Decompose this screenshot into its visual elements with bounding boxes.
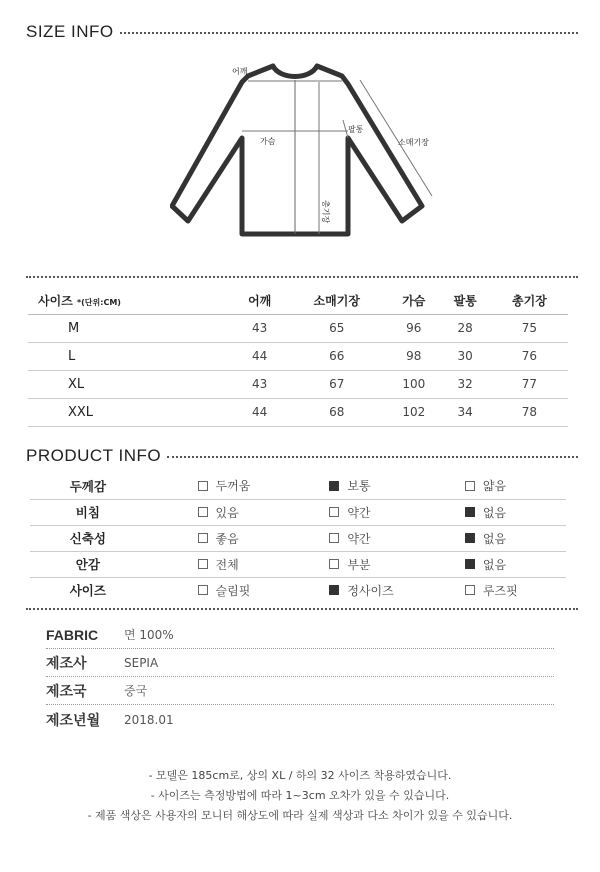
product-info-divider bbox=[167, 456, 578, 458]
size-info-heading bbox=[26, 22, 578, 42]
fabric-divider bbox=[26, 608, 578, 610]
option-label: 정사이즈 bbox=[347, 583, 394, 598]
table-row bbox=[28, 370, 568, 398]
option-cell bbox=[198, 551, 330, 577]
spacer bbox=[146, 499, 198, 525]
col-shoulder: 어깨 bbox=[234, 288, 285, 314]
size-table bbox=[28, 288, 568, 427]
checked-box-icon bbox=[465, 559, 475, 569]
fabric-key: FABRIC bbox=[46, 626, 99, 643]
option-label: 약간 bbox=[347, 505, 371, 520]
product-info-row bbox=[30, 499, 566, 525]
empty-box-icon bbox=[198, 533, 208, 543]
option-cell bbox=[198, 499, 330, 525]
option-label: 약간 bbox=[347, 531, 371, 546]
value-cell: 76 bbox=[491, 342, 568, 370]
empty-box-icon bbox=[198, 585, 208, 595]
spacer bbox=[146, 525, 198, 551]
size-info-title: SIZE INFO bbox=[26, 22, 114, 41]
option-label: 좋음 bbox=[215, 531, 239, 546]
fabric-value: 면 100% bbox=[124, 628, 174, 642]
value-cell: 34 bbox=[440, 398, 491, 426]
option-label: 슬림핏 bbox=[215, 583, 251, 598]
empty-box-icon bbox=[198, 481, 208, 491]
option-label: 얇음 bbox=[482, 479, 507, 494]
option-label: 부분 bbox=[347, 557, 371, 572]
garment-outline bbox=[172, 66, 422, 234]
value-cell: 44 bbox=[234, 342, 285, 370]
checked-box-icon bbox=[465, 533, 475, 543]
value-cell: 28 bbox=[440, 314, 491, 342]
product-info-label: 두께감 bbox=[30, 473, 146, 499]
checked-box-icon bbox=[329, 481, 339, 491]
label-chest: 가슴 bbox=[260, 137, 276, 146]
option bbox=[465, 556, 506, 573]
empty-box-icon bbox=[198, 507, 208, 517]
checked-box-icon bbox=[329, 585, 339, 595]
product-info-row bbox=[30, 473, 566, 499]
table-row bbox=[28, 342, 568, 370]
size-header-cell bbox=[28, 288, 234, 314]
option bbox=[329, 556, 370, 573]
value-cell: 75 bbox=[491, 314, 568, 342]
option-cell bbox=[329, 551, 465, 577]
value-cell: 96 bbox=[388, 314, 439, 342]
note-line: - 모델은 185cm로, 상의 XL / 하의 32 사이즈 착용하였습니다. bbox=[148, 769, 452, 782]
option-label: 있음 bbox=[215, 505, 239, 520]
option-cell bbox=[198, 577, 330, 603]
product-info-label: 신축성 bbox=[30, 525, 146, 551]
value-cell: 44 bbox=[234, 398, 285, 426]
option bbox=[465, 582, 518, 599]
size-cell: XL bbox=[28, 370, 234, 398]
value-cell: 100 bbox=[388, 370, 439, 398]
col-chest: 가슴 bbox=[388, 288, 439, 314]
size-header-unit: *(단위:CM) bbox=[76, 298, 121, 308]
option bbox=[198, 530, 239, 547]
date-key: 제조년월 bbox=[46, 712, 101, 728]
value-cell: 66 bbox=[285, 342, 388, 370]
value-cell: 67 bbox=[285, 370, 388, 398]
value-cell: 98 bbox=[388, 342, 439, 370]
empty-box-icon bbox=[329, 507, 339, 517]
option-label: 없음 bbox=[482, 531, 507, 546]
value-cell: 43 bbox=[234, 314, 285, 342]
product-info-row bbox=[30, 551, 566, 577]
label-sleeve: 소매기장 bbox=[398, 138, 429, 147]
product-info-title: PRODUCT INFO bbox=[26, 446, 162, 465]
option-cell bbox=[198, 525, 330, 551]
option-label: 없음 bbox=[482, 505, 507, 520]
manufacturer-value: SEPIA bbox=[124, 655, 159, 670]
value-cell: 43 bbox=[234, 370, 285, 398]
product-info-row bbox=[30, 525, 566, 551]
option-cell bbox=[465, 551, 566, 577]
manufacturer-row bbox=[46, 649, 554, 677]
product-info-label: 안감 bbox=[30, 551, 146, 577]
empty-box-icon bbox=[465, 585, 475, 595]
table-row bbox=[28, 398, 568, 426]
col-sleeve: 소매기장 bbox=[285, 288, 388, 314]
option bbox=[198, 477, 251, 494]
option bbox=[198, 582, 251, 599]
option-label: 루즈핏 bbox=[482, 583, 518, 598]
value-cell: 30 bbox=[440, 342, 491, 370]
product-info-heading bbox=[26, 446, 578, 466]
date-value: 2018.01 bbox=[124, 713, 174, 727]
empty-box-icon bbox=[329, 559, 339, 569]
col-arm: 팔통 bbox=[440, 288, 491, 314]
option-label: 없음 bbox=[482, 557, 507, 572]
option-cell bbox=[329, 473, 465, 499]
fabric-row bbox=[46, 621, 554, 649]
option bbox=[329, 582, 393, 599]
option-cell bbox=[329, 525, 465, 551]
option-cell bbox=[329, 499, 465, 525]
spacer bbox=[146, 577, 198, 603]
size-cell: M bbox=[28, 314, 234, 342]
option bbox=[465, 530, 506, 547]
manufacturer-key: 제조사 bbox=[46, 654, 87, 671]
size-header-label: 사이즈 bbox=[38, 294, 73, 309]
option bbox=[329, 477, 370, 494]
empty-box-icon bbox=[198, 559, 208, 569]
col-length: 총기장 bbox=[491, 288, 568, 314]
option bbox=[465, 477, 506, 494]
size-cell: XXL bbox=[28, 398, 234, 426]
product-info-label: 사이즈 bbox=[69, 583, 106, 599]
country-value: 중국 bbox=[124, 684, 148, 698]
spacer bbox=[146, 551, 198, 577]
option-label: 두꺼움 bbox=[215, 479, 251, 494]
date-row bbox=[46, 706, 554, 734]
value-cell: 68 bbox=[285, 398, 388, 426]
size-cell: L bbox=[28, 342, 234, 370]
value-cell: 77 bbox=[491, 370, 568, 398]
label-shoulder: 어깨 bbox=[232, 67, 248, 76]
size-table-divider bbox=[26, 276, 578, 278]
size-info-divider bbox=[120, 32, 578, 34]
option-cell bbox=[329, 577, 465, 603]
label-length: 총기장 bbox=[321, 200, 330, 224]
option bbox=[198, 504, 239, 521]
notes bbox=[0, 766, 600, 826]
empty-box-icon bbox=[465, 481, 475, 491]
size-table-header bbox=[28, 288, 568, 314]
option bbox=[198, 556, 239, 573]
value-cell: 65 bbox=[285, 314, 388, 342]
value-cell: 78 bbox=[491, 398, 568, 426]
option-label: 전체 bbox=[215, 557, 239, 572]
value-cell: 32 bbox=[440, 370, 491, 398]
product-info-table bbox=[30, 473, 566, 603]
product-info-label: 비침 bbox=[30, 499, 146, 525]
option-cell bbox=[465, 499, 566, 525]
option-cell bbox=[465, 525, 566, 551]
spacer bbox=[146, 473, 198, 499]
label-arm: 팔통 bbox=[348, 125, 364, 134]
note-line: - 제품 색상은 사용자의 모니터 해상도에 따라 실제 색상과 다소 차이가 있을 수 있습니다. bbox=[87, 809, 513, 822]
option bbox=[329, 504, 370, 521]
empty-box-icon bbox=[329, 533, 339, 543]
country-key: 제조국 bbox=[46, 682, 87, 699]
option bbox=[465, 504, 506, 521]
option-cell bbox=[465, 473, 566, 499]
option-cell bbox=[198, 473, 330, 499]
value-cell: 102 bbox=[388, 398, 439, 426]
garment-diagram bbox=[170, 58, 450, 248]
checked-box-icon bbox=[465, 507, 475, 517]
option-cell bbox=[465, 577, 566, 603]
product-info-row bbox=[30, 577, 566, 603]
table-row bbox=[28, 314, 568, 342]
country-row bbox=[46, 677, 554, 705]
note-line: - 사이즈는 측정방법에 따라 1~3cm 오차가 있을 수 있습니다. bbox=[150, 789, 450, 802]
option bbox=[329, 530, 370, 547]
option-label: 보통 bbox=[347, 479, 371, 494]
